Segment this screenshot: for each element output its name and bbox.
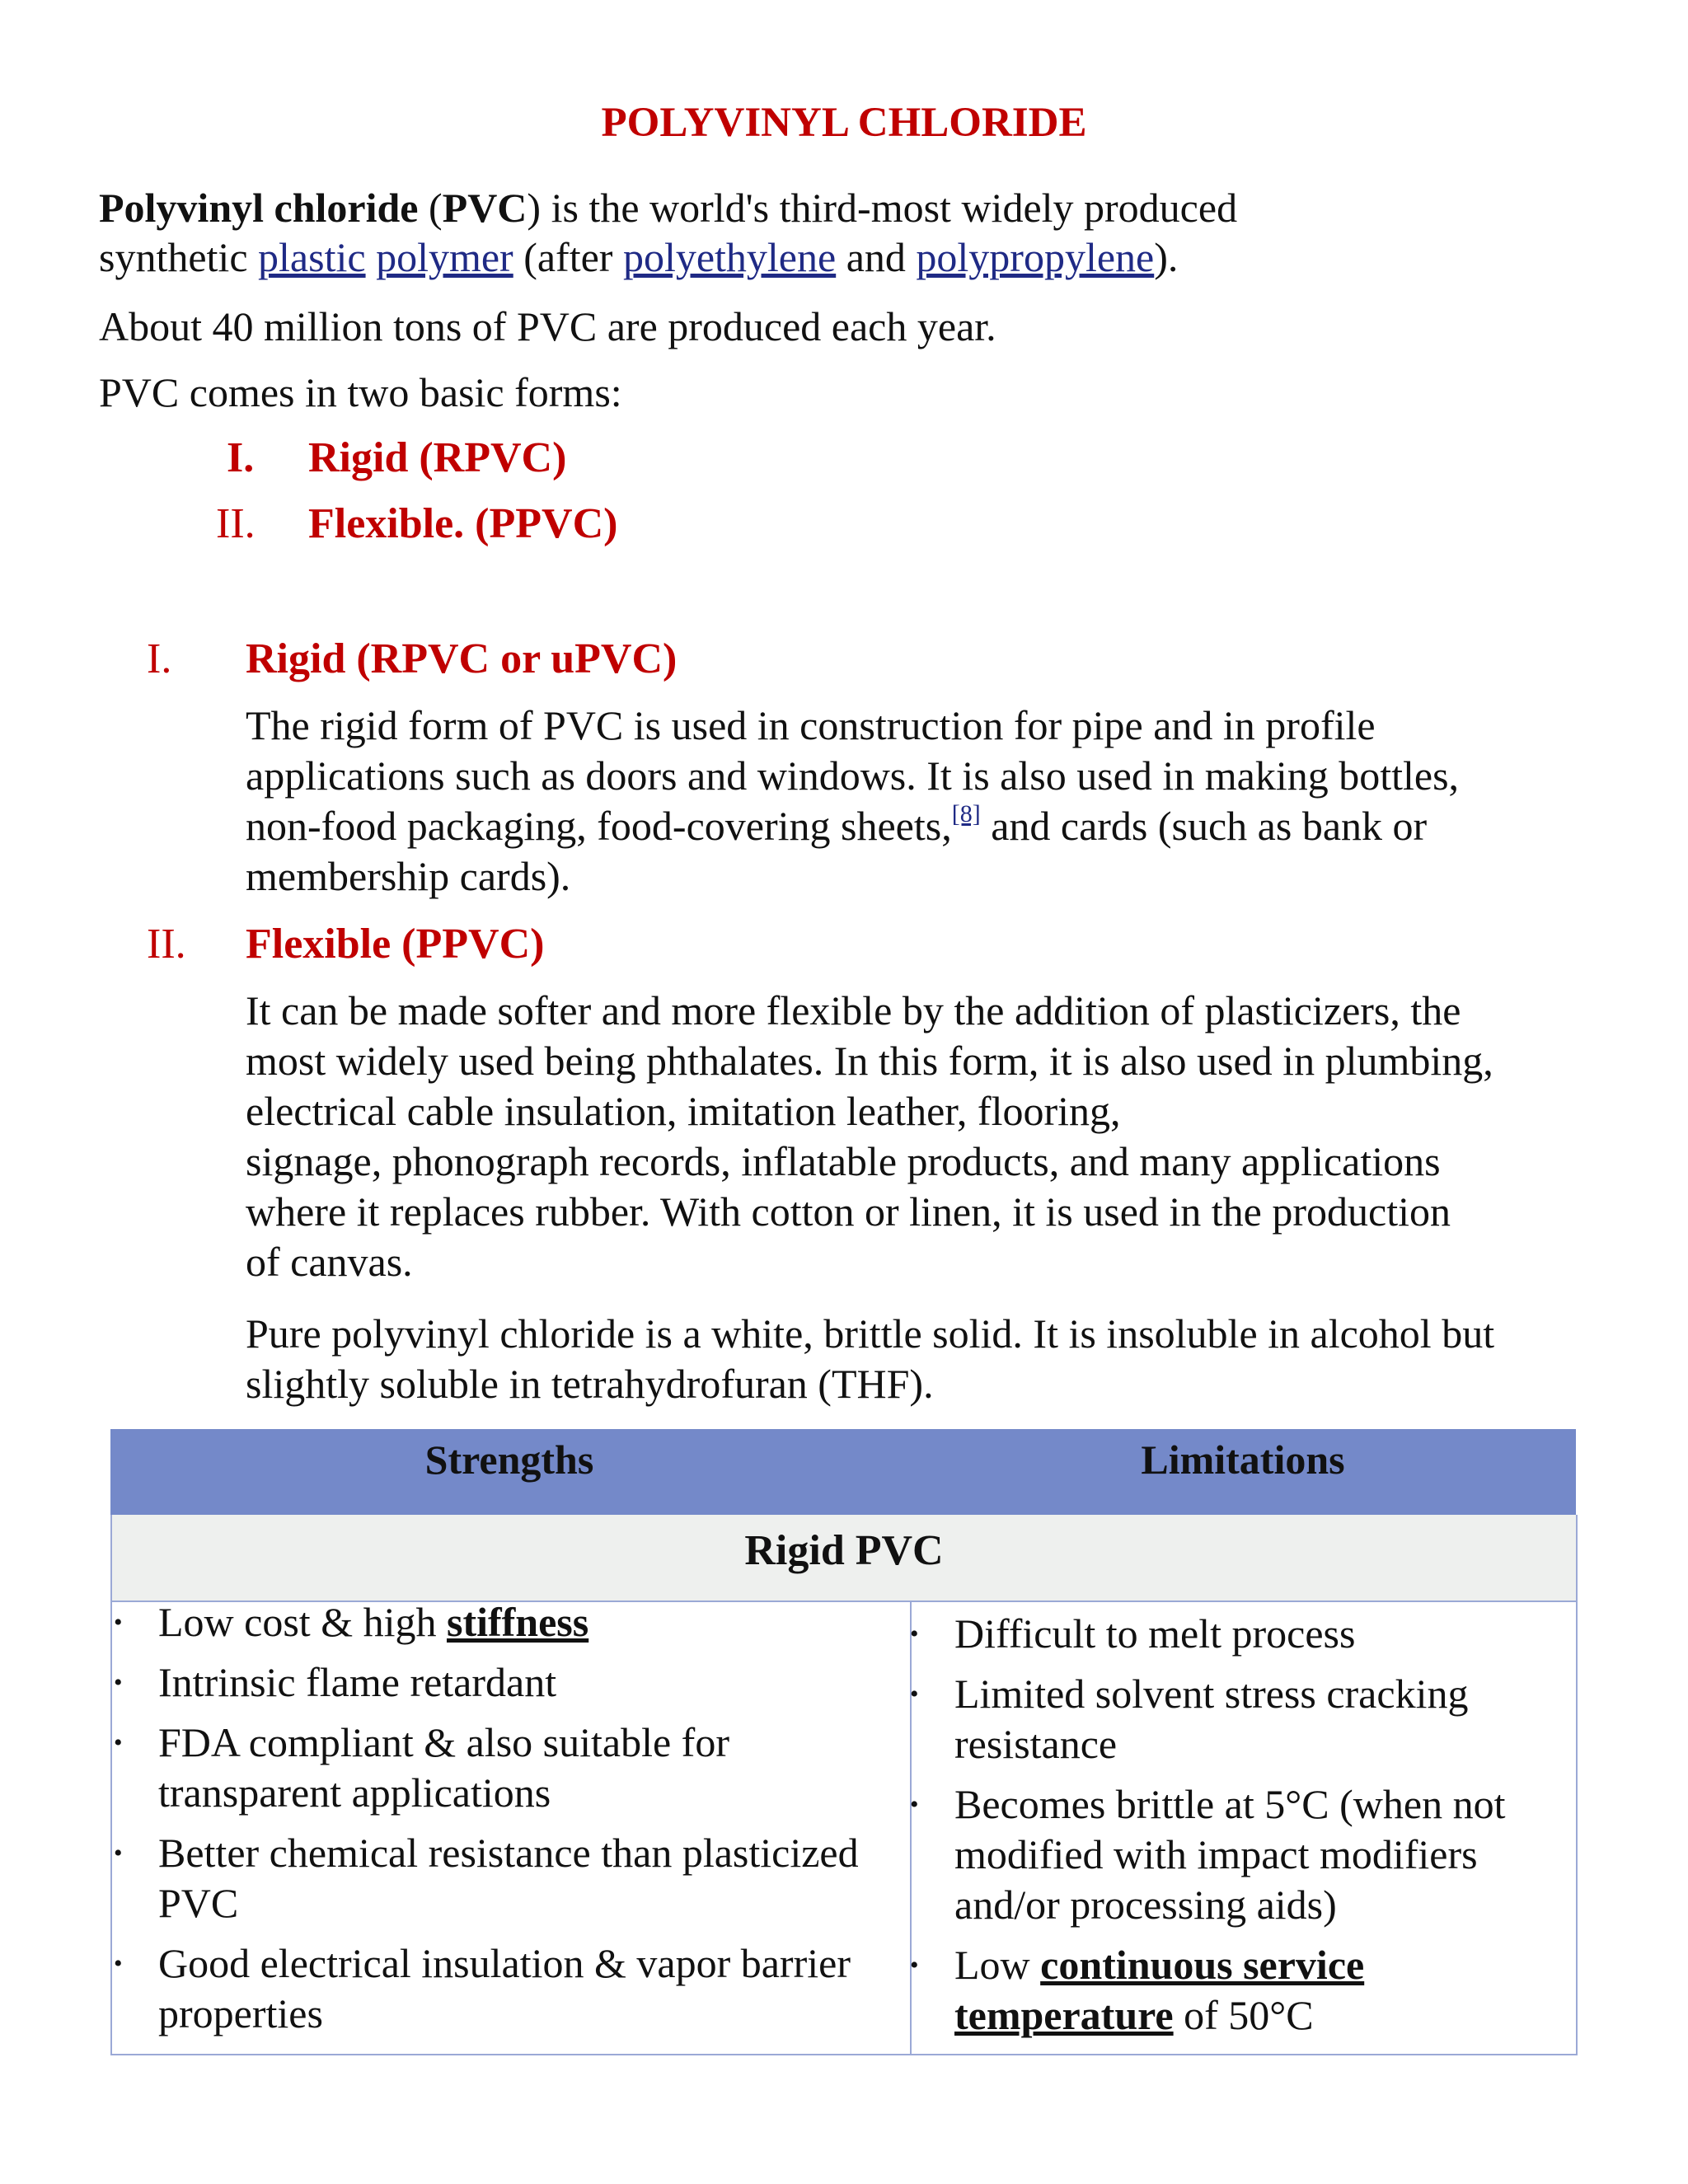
- limitation-4-underlined-2: temperature: [954, 1992, 1174, 2038]
- list-item: [910, 1609, 1573, 1659]
- flexible-line-5: where it replaces rubber. With cotton or linen, it is used in the production: [246, 1188, 1451, 1235]
- rigid-line-1: The rigid form of PVC is used in construction for pipe and in profile: [246, 702, 1376, 748]
- strength-1-text: Low cost & high: [158, 1599, 447, 1645]
- link-polymer[interactable]: polymer: [376, 234, 513, 280]
- term-bold: Polyvinyl chloride: [99, 185, 419, 231]
- limitation-4-pre: Low: [954, 1942, 1041, 1988]
- limitation-3-line-1: Becomes brittle at 5°C (when not: [954, 1781, 1506, 1827]
- limitation-4-line-2: [954, 1990, 1573, 2041]
- limitations-list: [910, 1609, 1573, 2041]
- list-item: [114, 1597, 908, 1647]
- list-item: [910, 1669, 1573, 1769]
- bullet-icon: •: [114, 1950, 123, 1977]
- strengths-limitations-table: [110, 1429, 1576, 2055]
- flexible-line-1: It can be made softer and more flexible by the addition of plasticizers, the: [246, 987, 1461, 1033]
- abbr-bold: PVC: [442, 185, 528, 231]
- list-item: [910, 1779, 1573, 1930]
- limitation-2-line-2: resistance: [954, 1721, 1118, 1767]
- intro-text-4: and: [836, 234, 917, 280]
- limitation-4-line-1: [954, 1940, 1573, 1990]
- section-numeral-1: I.: [147, 635, 172, 682]
- bullet-icon: •: [910, 1791, 919, 1818]
- bullet-icon: •: [910, 1680, 919, 1708]
- intro-text-3: (after: [513, 234, 623, 280]
- rigid-line-3b: and cards (such as bank or: [980, 803, 1428, 849]
- rigid-line-3a: non-food packaging, food-covering sheets,: [246, 803, 952, 849]
- section-numeral-2: II.: [147, 921, 186, 968]
- limitation-1-text: Difficult to melt process: [954, 1610, 1356, 1657]
- intro-text-2: synthetic: [99, 234, 259, 280]
- rigid-description: [246, 701, 1606, 902]
- limitation-4-underlined-1: continuous service: [1040, 1942, 1365, 1988]
- flexible-line-2: most widely used being phthalates. In this form, it is also used in plumbing,: [246, 1038, 1493, 1084]
- bullet-icon: •: [114, 1840, 123, 1867]
- strengths-cell: [110, 1599, 912, 2055]
- table-header-row: [110, 1429, 1576, 1515]
- list-item: [910, 1940, 1573, 2041]
- link-polypropylene[interactable]: polypropylene: [916, 234, 1155, 280]
- strength-2-text: Intrinsic flame retardant: [158, 1659, 557, 1705]
- reference-8-link[interactable]: [8]: [951, 800, 981, 827]
- strength-4-line-2: PVC: [158, 1880, 239, 1926]
- strength-5-line-1: Good electrical insulation & vapor barrier: [158, 1940, 851, 1986]
- intro-line-2: [99, 232, 1582, 282]
- pure-line-2: slightly soluble in tetrahydrofuran (THF).: [246, 1361, 934, 1407]
- intro-open-paren: (: [418, 185, 443, 231]
- intro-line-1: [99, 183, 1582, 232]
- strength-5-line-2: properties: [158, 1990, 323, 2036]
- production-text: About 40 million tons of PVC are produced each year.: [99, 303, 996, 349]
- link-plastic[interactable]: plastic: [258, 234, 366, 280]
- form-label-flexible: Flexible. (PPVC): [308, 500, 618, 547]
- form-numeral-2: II.: [216, 500, 256, 547]
- intro-text-5: ).: [1154, 234, 1179, 280]
- bullet-icon: •: [910, 1952, 919, 1979]
- flexible-line-4: signage, phonograph records, inflatable products, and many applications: [246, 1138, 1441, 1184]
- table-subheading-row: [110, 1515, 1578, 1602]
- intro-space: [366, 234, 377, 280]
- form-numeral-1: I.: [227, 434, 255, 481]
- strength-3-line-1: FDA compliant & also suitable for: [158, 1719, 729, 1765]
- flexible-line-6: of canvas.: [246, 1239, 413, 1285]
- flexible-line-3: electrical cable insulation, imitation leather, flooring,: [246, 1088, 1121, 1134]
- limitation-2-line-1: Limited solvent stress cracking: [954, 1671, 1469, 1717]
- list-item: [114, 1657, 908, 1708]
- rigid-line-2: applications such as doors and windows. It is also used in making bottles,: [246, 752, 1460, 799]
- pure-line-1: Pure polyvinyl chloride is a white, brittle solid. It is insoluble in alcohol but: [246, 1310, 1495, 1357]
- strengths-list: [114, 1597, 908, 2039]
- list-item: [114, 1718, 908, 1818]
- reference-8: [952, 800, 981, 827]
- strength-1-underlined: stiffness: [446, 1599, 589, 1645]
- flexible-description: [246, 986, 1647, 1287]
- limitations-cell: [910, 1602, 1578, 2055]
- strength-4-line-1: Better chemical resistance than plasticized: [158, 1830, 859, 1876]
- limitation-4-post: of 50°C: [1173, 1992, 1314, 2038]
- pure-pvc-description: [246, 1309, 1663, 1409]
- intro-text-1: ) is the world's third-most widely produced: [527, 185, 1238, 231]
- header-limitations: Limitations: [1141, 1436, 1345, 1483]
- bullet-icon: •: [114, 1729, 123, 1756]
- bullet-icon: •: [910, 1620, 919, 1647]
- strength-3-line-2: transparent applications: [158, 1769, 551, 1816]
- list-item: [114, 1938, 908, 2039]
- limitation-3-line-2: modified with impact modifiers: [954, 1831, 1478, 1877]
- intro-paragraph: [99, 183, 1582, 282]
- bullet-icon: •: [114, 1609, 123, 1636]
- forms-intro: PVC comes in two basic forms:: [99, 369, 622, 415]
- page-title: POLYVINYL CHLORIDE: [601, 100, 1087, 146]
- rigid-line-4: membership cards).: [246, 853, 571, 899]
- form-label-rigid: Rigid (RPVC): [308, 434, 567, 481]
- subheading-rigid-pvc: Rigid PVC: [744, 1527, 944, 1574]
- section-heading-flexible: Flexible (PPVC): [246, 921, 545, 968]
- section-heading-rigid: Rigid (RPVC or uPVC): [246, 635, 678, 682]
- header-strengths: Strengths: [424, 1436, 594, 1483]
- rigid-line-3: [246, 801, 1606, 851]
- list-item: [114, 1828, 908, 1929]
- limitation-3-line-3: and/or processing aids): [954, 1882, 1337, 1928]
- bullet-icon: •: [114, 1669, 123, 1696]
- link-polyethylene[interactable]: polyethylene: [622, 234, 837, 280]
